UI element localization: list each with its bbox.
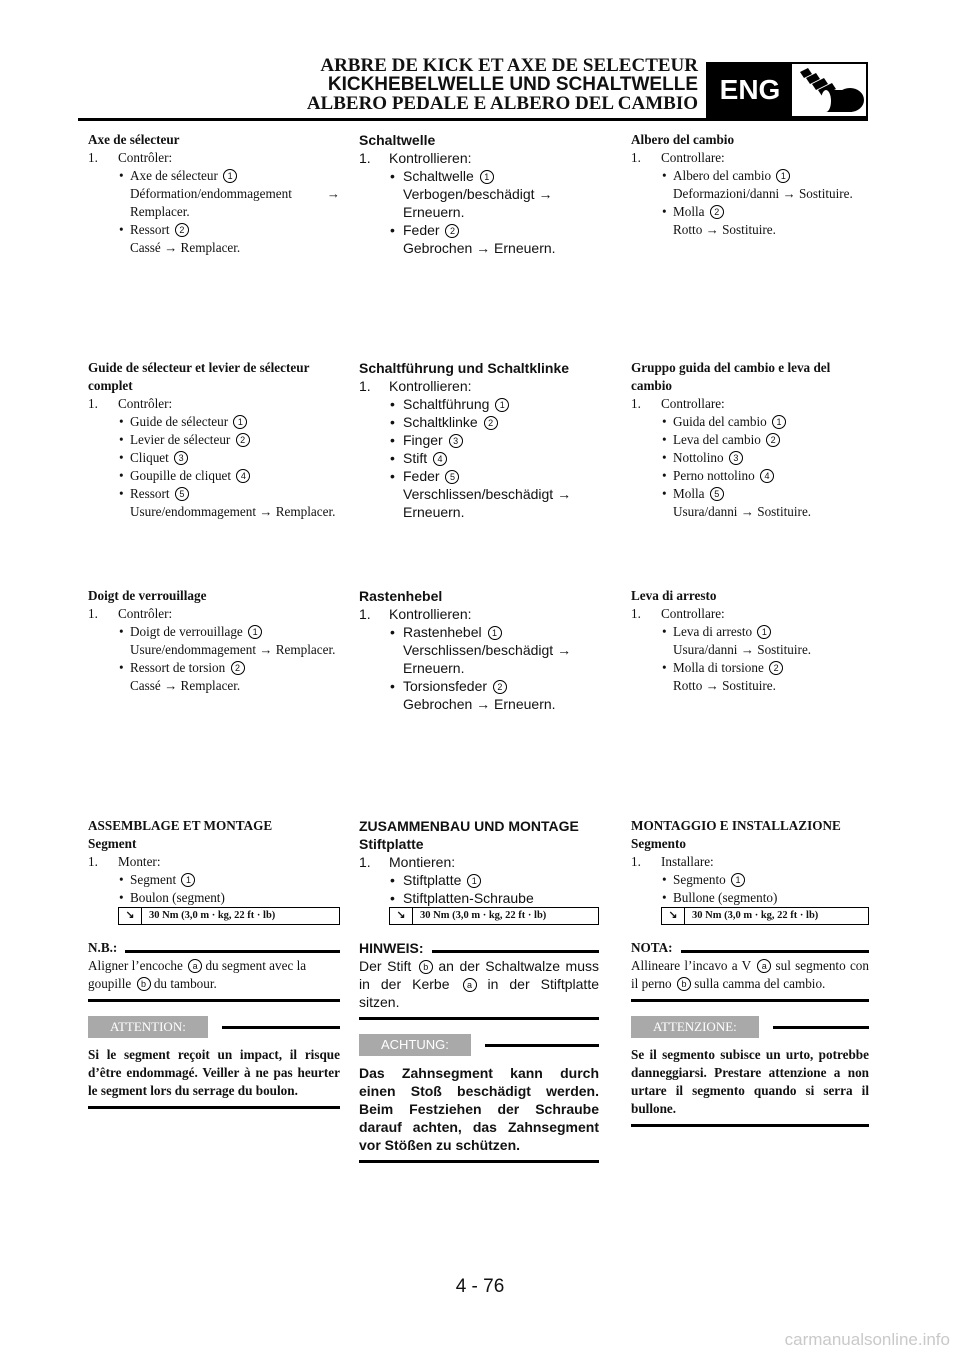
- header-rule: [78, 118, 868, 121]
- list-item: • Ressort de torsion 2: [88, 659, 340, 677]
- list-item: • Cliquet 3: [88, 449, 340, 467]
- fr-section-assembly: ASSEMBLAGE ET MONTAGE Segment 1. Monter: • Segment 1 • Boulon (segment) ↘ 30 Nm (3,0 m · kg, 22 ft · lb) N.B.: Aligner l’encoche a du segment avec la goupille b du tambour. ATTENTION: Si le segment reçoit un impact, il risque d’être endommagé. Veiller à ne pas heurter le segment lors du serrage du boulon.: [88, 817, 340, 1109]
- section-title: Gruppo guida del cambio e leva del cambio: [631, 360, 831, 393]
- title-de: KICKHEBELWELLE UND SCHALTWELLE: [327, 74, 698, 95]
- fr-section-stopper-lever: Doigt de verrouillage 1. Contrôler: • Doigt de verrouillage 1 Usure/endommagement → Remplacer. • Ressort de torsion 2 Cassé → Remplacer.: [88, 587, 340, 695]
- section-title: Axe de sélecteur: [88, 132, 180, 147]
- note-text: Aligner l’encoche a du segment avec la goupille b du tambour.: [88, 958, 307, 991]
- it-section-stopper-lever: Leva di arresto 1. Controllare: • Leva di arresto 1 Usura/danni → Sostituire. • Molla di torsione 2 Rotto → Sostituire.: [631, 587, 869, 695]
- de-section-shift-guide: Schaltführung und Schaltklinke 1. Kontrollieren: • Schaltführung 1 • Schaltklinke 2 • Finger 3 • Stift 4 • Feder 5 Verschlissen/beschädigt → Erneuern.: [359, 359, 599, 521]
- list-item: • Molla di torsione 2: [631, 659, 869, 677]
- fr-section-shift-shaft: Axe de sélecteur 1. Contrôler: • Axe de sélecteur 1 Déformation/endommagement → Remplacer. • Ressort 2 Cassé → Remplacer.: [88, 132, 340, 255]
- section-title: Schaltwelle: [359, 132, 436, 148]
- section-subtitle: Stiftplatte: [359, 836, 424, 852]
- section-title: Rastenhebel: [359, 588, 443, 604]
- list-item: • Nottolino 3: [631, 449, 869, 467]
- section-title: ASSEMBLAGE ET MONTAGE: [88, 818, 273, 833]
- list-item: • Leva del cambio 2: [631, 431, 869, 449]
- torque-spec: ↘ 30 Nm (3,0 m · kg, 22 ft · lb): [389, 907, 599, 925]
- caution-text: Si le segment reçoit un impact, il risque d’être endommagé. Veiller à ne pas heurter le segment lors du serrage du boulon.: [88, 1047, 340, 1098]
- section-title: MONTAGGIO E INSTALLAZIONE: [631, 818, 841, 833]
- caution-header: ACHTUNG:: [359, 1034, 599, 1056]
- note-text: Allineare l’incavo a V a sul segmento con il perno b sulla camma del cambio.: [631, 958, 869, 991]
- it-section-shift-guide: Gruppo guida del cambio e leva del cambio 1. Controllare: • Guida del cambio 1 • Leva del cambio 2 • Nottolino 3 • Perno nottolino 4 • Molla 5 Usura/danni → Sostituire.: [631, 359, 869, 521]
- torque-spec: ↘ 30 Nm (3,0 m · kg, 22 ft · lb): [661, 907, 869, 925]
- list-item: • Torsionsfeder 2: [359, 677, 599, 695]
- note-header: HINWEIS:: [359, 939, 599, 957]
- section-title: Schaltführung und Schaltklinke: [359, 360, 570, 376]
- page-number: 4 - 76: [455, 1276, 505, 1297]
- wrench-icon: ↘: [119, 908, 142, 924]
- list-item: • Schaltklinke 2: [359, 413, 599, 431]
- caution-header: ATTENTION:: [88, 1016, 340, 1038]
- list-item: • Perno nottolino 4: [631, 467, 869, 485]
- wrench-icon: ↘: [662, 908, 685, 924]
- list-item: • Schaltwelle 1: [359, 167, 599, 185]
- wrench-icon: ↘: [390, 908, 413, 924]
- section-subtitle: Segmento: [631, 836, 686, 851]
- list-item: • Goupille de cliquet 4: [88, 467, 340, 485]
- list-item: • Boulon (segment): [119, 890, 225, 905]
- title-it: ALBERO PEDALE E ALBERO DEL CAMBIO: [306, 93, 698, 114]
- list-item: • Guide de sélecteur 1: [88, 413, 340, 431]
- list-item: • Stift 4: [359, 449, 599, 467]
- list-item: • Ressort 5: [88, 485, 340, 503]
- list-item: • Stiftplatten-Schraube: [390, 890, 534, 906]
- list-item: • Stiftplatte 1: [359, 871, 599, 889]
- it-section-shift-shaft: Albero del cambio 1. Controllare: • Albero del cambio 1 Deformazioni/danni → Sostituire. • Molla 2 Rotto → Sostituire.: [631, 131, 869, 239]
- fr-section-shift-guide: Guide de sélecteur et levier de sélecteur complet 1. Contrôler: • Guide de sélecteur 1 • Levier de sélecteur 2 • Cliquet 3 • Goupille de cliquet 4 • Ressort 5 Usure/endommagement → Remplacer.: [88, 359, 340, 521]
- list-item: • Feder 5: [359, 467, 599, 485]
- title-fr: ARBRE DE KICK ET AXE DE SELECTEUR: [320, 55, 698, 76]
- de-section-stopper-lever: Rastenhebel 1. Kontrollieren: • Rastenhebel 1 Verschlissen/beschädigt → Erneuern. • Torsionsfeder 2 Gebrochen → Erneuern.: [359, 587, 599, 713]
- section-title: Albero del cambio: [631, 132, 735, 147]
- de-section-assembly: ZUSAMMENBAU UND MONTAGE Stiftplatte 1. Montieren: • Stiftplatte 1 • Stiftplatten-Schraube ↘ 30 Nm (3,0 m · kg, 22 ft · lb) HINWEIS: Der Stift b an der Schaltwalze muss in der Kerbe a in der Stiftplatte sitzen. ACHTUNG: Das Zahnsegment kann durch einen Stoß beschädigt werden. Beim Festziehen der Schraube darauf achten, das Zahnsegment vor Stößen zu schützen.: [359, 817, 599, 1163]
- eng-badge: ENG: [708, 64, 792, 116]
- section-badge: [706, 62, 868, 118]
- section-subtitle: Segment: [88, 836, 137, 851]
- list-item: • Schaltführung 1: [359, 395, 599, 413]
- list-item: • Levier de sélecteur 2: [88, 431, 340, 449]
- section-title: ZUSAMMENBAU UND MONTAGE: [359, 818, 579, 834]
- watermark: carmanualsonline.info: [784, 1330, 950, 1349]
- caution-text: Se il segmento subisce un urto, potrebbe danneggiarsi. Prestare attenzione a non urtare il segmento quando si serra il bullone.: [631, 1047, 869, 1116]
- list-item: • Bullone (segmento): [662, 890, 778, 905]
- caution-header: ATTENZIONE:: [631, 1016, 869, 1038]
- list-item: • Molla 5: [631, 485, 869, 503]
- list-item: • Molla 2: [631, 203, 869, 221]
- list-item: • Doigt de verrouillage 1: [88, 623, 340, 641]
- list-item: • Guida del cambio 1: [631, 413, 869, 431]
- caution-text: Das Zahnsegment kann durch einen Stoß beschädigt werden. Beim Festziehen der Schraube darauf achten, das Zahnsegment vor Stößen zu schützen.: [359, 1065, 599, 1153]
- list-item: • Ressort 2: [88, 221, 340, 239]
- de-section-shift-shaft: Schaltwelle 1. Kontrollieren: • Schaltwelle 1 Verbogen/beschädigt → Erneuern. • Feder 2 Gebrochen → Erneuern.: [359, 131, 599, 257]
- section-title: Guide de sélecteur et levier de sélecteur complet: [88, 360, 310, 393]
- list-item: • Segmento 1: [631, 871, 869, 889]
- note-header: NOTA:: [631, 939, 869, 957]
- it-section-assembly: MONTAGGIO E INSTALLAZIONE Segmento 1. Installare: • Segmento 1 • Bullone (segmento) ↘ 30 Nm (3,0 m · kg, 22 ft · lb) NOTA: Allineare l’incavo a V a sul segmento con il perno b sulla camma del cambio. ATTENZIONE: Se il segmento subisce un urto, potrebbe danneggiarsi. Prestare attenzione a non urtare il segmento quando si serra il bullone.: [631, 817, 869, 1127]
- section-title: Doigt de verrouillage: [88, 588, 207, 603]
- section-title: Leva di arresto: [631, 588, 717, 603]
- list-item: • Axe de sélecteur 1: [88, 167, 340, 185]
- list-item: • Feder 2: [359, 221, 599, 239]
- list-item: • Finger 3: [359, 431, 599, 449]
- page-header-titles: [307, 56, 698, 113]
- engine-spring-icon: [796, 66, 866, 116]
- note-text: Der Stift b an der Schaltwalze muss in der Kerbe a in der Stiftplatte sitzen.: [359, 958, 599, 1010]
- torque-spec: ↘ 30 Nm (3,0 m · kg, 22 ft · lb): [118, 907, 340, 925]
- list-item: • Segment 1: [88, 871, 340, 889]
- list-item: • Leva di arresto 1: [631, 623, 869, 641]
- note-header: N.B.:: [88, 939, 340, 957]
- list-item: • Albero del cambio 1: [631, 167, 869, 185]
- list-item: • Rastenhebel 1: [359, 623, 599, 641]
